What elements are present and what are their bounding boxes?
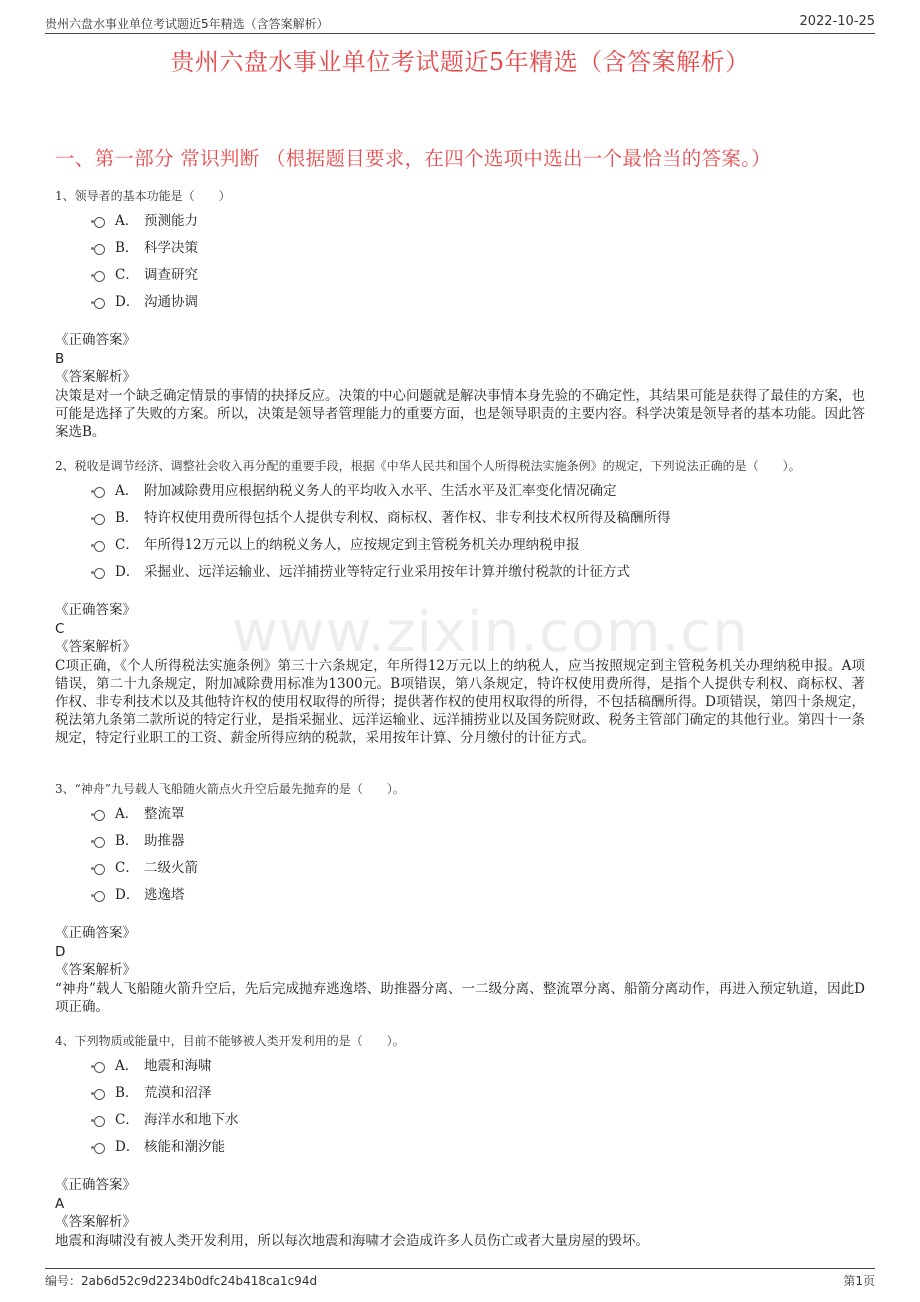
option-d[interactable]	[55, 289, 865, 316]
option-letter: D．	[115, 294, 140, 310]
option-letter: A．	[115, 806, 139, 822]
radio-icon[interactable]	[94, 1089, 105, 1100]
option-text: 整流罩	[144, 806, 185, 822]
option-text: 二级火箭	[144, 860, 198, 876]
option-text: 科学决策	[144, 240, 198, 256]
answer-block-1	[55, 331, 865, 441]
option-text: 沟通协调	[144, 294, 198, 310]
document-code: 编号：2ab6d52c9d2234b0dfc24b418ca1c94d	[45, 1274, 318, 1288]
explanation-text: 地震和海啸没有被人类开发利用，所以每次地震和海啸才会造成许多人员伤亡或者大量房屋的毁坏。	[55, 1233, 649, 1249]
answer-value: C	[55, 621, 65, 637]
document-title: 贵州六盘水事业单位考试题近5年精选（含答案解析）	[170, 48, 750, 76]
answer-label: 《正确答案》	[55, 1177, 136, 1193]
question-stem: 4、下列物质或能量中，目前不能够被人类开发利用的是（ ）。	[55, 1034, 405, 1048]
page-footer	[45, 1268, 875, 1289]
explanation-label: 《答案解析》	[55, 962, 136, 978]
option-letter: D．	[115, 564, 140, 580]
explanation-label: 《答案解析》	[55, 639, 136, 655]
option-a[interactable]	[55, 801, 865, 828]
option-text: 海洋水和地下水	[144, 1112, 239, 1128]
answer-label: 《正确答案》	[55, 332, 136, 348]
option-b[interactable]	[55, 505, 865, 532]
option-a[interactable]	[55, 208, 865, 235]
option-text: 助推器	[144, 833, 185, 849]
radio-icon[interactable]	[94, 271, 105, 282]
option-letter: B．	[115, 240, 139, 256]
question-block-1	[55, 188, 865, 316]
option-letter: A．	[115, 1058, 139, 1074]
option-c[interactable]	[55, 532, 865, 559]
option-text: 采掘业、远洋运输业、远洋捕捞业等特定行业采用按年计算并缴付税款的计征方式	[144, 564, 630, 580]
section-heading: 一、第一部分 常识判断 （根据题目要求，在四个选项中选出一个最恰当的答案。）	[55, 147, 772, 170]
radio-icon[interactable]	[94, 487, 105, 498]
answer-value: D	[55, 944, 66, 960]
option-b[interactable]	[55, 1080, 865, 1107]
page-number: 第1页	[843, 1274, 875, 1288]
radio-icon[interactable]	[94, 244, 105, 255]
answer-label: 《正确答案》	[55, 602, 136, 618]
option-c[interactable]	[55, 262, 865, 289]
header-date: 2022-10-25	[799, 14, 875, 29]
radio-icon[interactable]	[94, 298, 105, 309]
option-a[interactable]	[55, 1053, 865, 1080]
option-c[interactable]	[55, 855, 865, 882]
option-letter: C．	[115, 860, 139, 876]
option-d[interactable]	[55, 882, 865, 909]
option-letter: B．	[115, 510, 139, 526]
question-stem: 3、“神舟”九号载人飞船随火箭点火升空后最先抛弃的是（ ）。	[55, 782, 405, 796]
explanation-text: C项正确，《个人所得税法实施条例》第三十六条规定，年所得12万元以上的纳税人，应当按照规定到主管税务机关办理纳税申报。A项错误，第二十九条规定，附加减除费用标准为1300元。B项错误，第八条规定，特许权使用费所得，是指个人提供专利权、商标权、著作权、非专利技术以及其他特许权的使用权取得的所得；提供著作权的使用权取得的所得，不包括稿酬所得。D项错误，第四十条规定，税法第九条第二款所说的特定行业，是指采掘业、远洋运输业、远洋捕捞业以及国务院财政、税务主管部门确定的其他行业。第四十一条规定，特定行业职工的工资、薪金所得应纳的税款，采用按年计算、分月缴付的计征方式。	[55, 658, 865, 746]
option-text: 核能和潮汐能	[144, 1139, 225, 1155]
explanation-text: 决策是对一个缺乏确定情景的事情的抉择反应。决策的中心问题就是解决事情本身先验的不确定性，其结果可能是获得了最佳的方案，也可能是选择了失败的方案。所以，决策是领导者管理能力的重要方面，也是领导职责的主要内容。科学决策是领导者的基本功能。因此答案选B。	[55, 388, 865, 440]
answer-value: B	[55, 351, 65, 367]
question-block-2	[55, 458, 865, 586]
option-text: 逃逸塔	[144, 887, 185, 903]
option-d[interactable]	[55, 559, 865, 586]
explanation-text: “神舟”载人飞船随火箭升空后，先后完成抛弃逃逸塔、助推器分离、一二级分离、整流罩分离、船箭分离动作，再进入预定轨道，因此D项正确。	[55, 981, 865, 1015]
option-b[interactable]	[55, 235, 865, 262]
question-stem: 2、税收是调节经济、调整社会收入再分配的重要手段，根据《中华人民共和国个人所得税法实施条例》的规定，下列说法正确的是（ ）。	[55, 459, 801, 473]
option-text: 预测能力	[144, 213, 198, 229]
answer-value: A	[55, 1196, 65, 1212]
answer-block-2	[55, 601, 865, 747]
option-text: 特许权使用费所得包括个人提供专利权、商标权、著作权、非专利技术权所得及稿酬所得	[144, 510, 671, 526]
option-letter: C．	[115, 267, 139, 283]
radio-icon[interactable]	[94, 837, 105, 848]
option-text: 地震和海啸	[144, 1058, 212, 1074]
radio-icon[interactable]	[94, 514, 105, 525]
page-header	[45, 13, 875, 34]
option-d[interactable]	[55, 1134, 865, 1161]
question-block-4	[55, 1033, 865, 1161]
radio-icon[interactable]	[94, 1116, 105, 1127]
answer-block-4	[55, 1176, 865, 1250]
option-letter: C．	[115, 1112, 139, 1128]
option-letter: B．	[115, 833, 139, 849]
header-doc-title: 贵州六盘水事业单位考试题近5年精选（含答案解析）	[45, 17, 329, 31]
radio-icon[interactable]	[94, 864, 105, 875]
option-letter: C．	[115, 537, 139, 553]
option-letter: D．	[115, 887, 140, 903]
radio-icon[interactable]	[94, 568, 105, 579]
radio-icon[interactable]	[94, 1062, 105, 1073]
option-text: 年所得12万元以上的纳税义务人，应按规定到主管税务机关办理纳税申报	[144, 537, 580, 553]
radio-icon[interactable]	[94, 217, 105, 228]
radio-icon[interactable]	[94, 810, 105, 821]
option-b[interactable]	[55, 828, 865, 855]
option-text: 荒漠和沼泽	[144, 1085, 212, 1101]
radio-icon[interactable]	[94, 891, 105, 902]
answer-block-3	[55, 924, 865, 1016]
question-stem: 1、领导者的基本功能是（ ）	[55, 189, 231, 203]
option-letter: B．	[115, 1085, 139, 1101]
option-letter: A．	[115, 483, 139, 499]
option-a[interactable]	[55, 478, 865, 505]
radio-icon[interactable]	[94, 1143, 105, 1154]
radio-icon[interactable]	[94, 541, 105, 552]
option-letter: A．	[115, 213, 139, 229]
explanation-label: 《答案解析》	[55, 1214, 136, 1230]
option-c[interactable]	[55, 1107, 865, 1134]
answer-label: 《正确答案》	[55, 925, 136, 941]
option-letter: D．	[115, 1139, 140, 1155]
option-text: 附加减除费用应根据纳税义务人的平均收入水平、生活水平及汇率变化情况确定	[144, 483, 617, 499]
question-block-3	[55, 781, 865, 909]
explanation-label: 《答案解析》	[55, 369, 136, 385]
watermark: www.zixin.com.cn	[232, 600, 749, 665]
option-text: 调查研究	[144, 267, 198, 283]
